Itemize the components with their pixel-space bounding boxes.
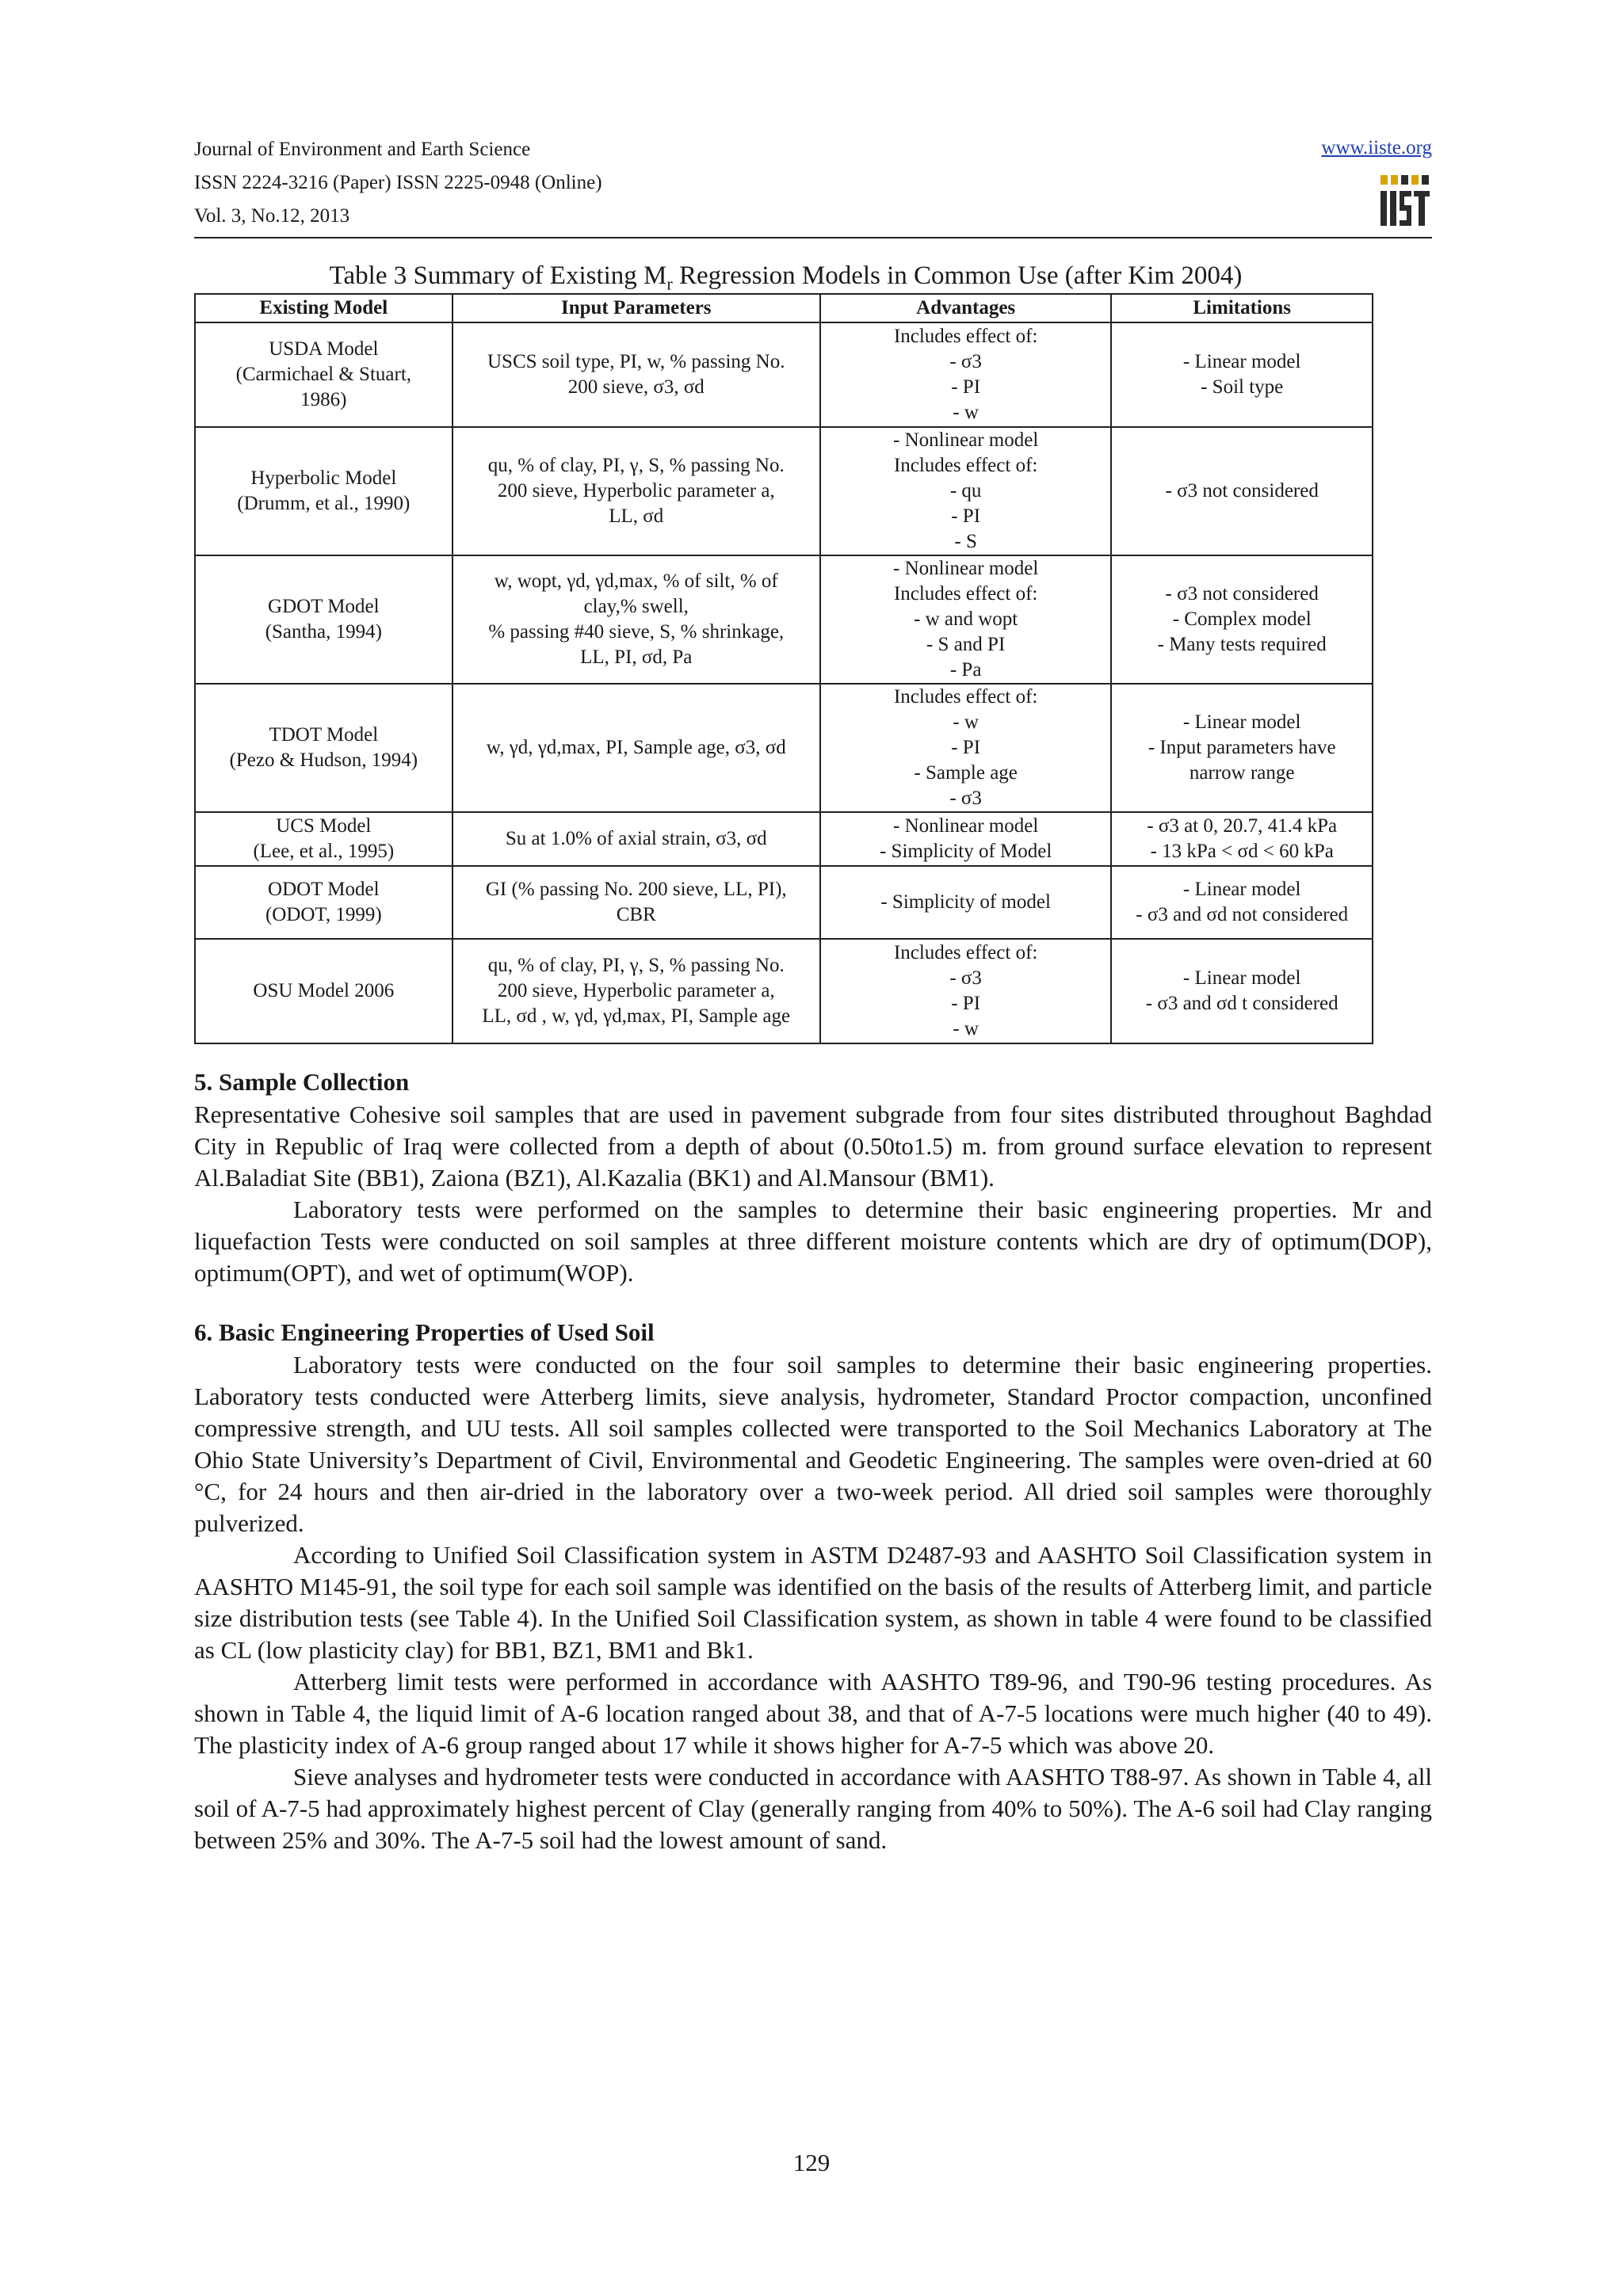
cell-line: Includes effect of: [893,686,1038,707]
table-cell-advantages [820,812,1111,866]
cell-line: - Linear model [1182,351,1301,372]
table-cell-model [195,322,453,427]
table-row [195,939,1373,1043]
table-cell-advantages [820,866,1111,939]
table-cell-inputs [453,812,820,866]
section-heading: 5. Sample Collection [194,1068,410,1096]
cell-line: LL, σd [609,505,664,527]
table-cell-model [195,427,453,555]
paragraph: Laboratory tests were conducted on the four soil samples to determine their basic engineering properties. Laboratory tests conducted were Atterberg limits, sieve analysis, hydrometer, Standard Proctor compaction, unconfined compressive strength, and UU tests. All soil samples collected were transported to the Soil Mechanics Laboratory at The Ohio State University’s Department of Civil, Environmental and Geodetic Engineering. The samples were oven-dried at 60 °C, for 24 hours and then air-dried in the laboratory over a two-week period. All dried soil samples were thoroughly pulverized. [194,1351,1432,1537]
cell-line: - σ3 [949,788,982,809]
cell-line: Includes effect of: [893,942,1038,963]
cell-line: (Pezo & Hudson, 1994) [229,749,418,771]
paragraph: Atterberg limit tests were performed in accordance with AASHTO T89-96, and T90-96 testing procedures. As shown in Table 4, the liquid limit of A-6 location ranged about 38, and that of A-7-5 locations were much higher (40 to 49). The plasticity index of A-6 group ranged about 17 while it shows higher for A-7-5 which was above 20. [194,1668,1432,1759]
cell-line: - PI [951,376,981,398]
paragraph: Sieve analyses and hydrometer tests were conducted in accordance with AASHTO T88-97. As shown in Table 4, all soil of A-7-5 had approximately highest percent of Clay (generally ranging from 40% to 50%). The A-6 soil had Clay ranging between 25% and 30%. The A-7-5 soil had the lowest amount of sand. [194,1763,1432,1854]
cell-line: - 13 kPa < σd < 60 kPa [1150,841,1334,862]
table-cell-advantages [820,684,1111,812]
journal-name: Journal of Environment and Earth Science [194,139,531,160]
cell-line: ODOT Model [268,879,380,900]
paragraph: Laboratory tests were performed on the samples to determine their basic engineering properties. Mr and liquefaction Tests were conducted on soil samples at three different moisture contents which are dry of optimum(DOP), optimum(OPT), and wet of optimum(WOP). [194,1196,1432,1287]
website-link[interactable]: www.iiste.org [1321,137,1432,158]
cell-line: - w [953,1018,979,1039]
section-5-body [194,1099,1432,1289]
table-cell-limitations [1111,555,1373,684]
table-cell-limitations [1111,322,1373,427]
table-row [195,866,1373,939]
column-header: Advantages [820,294,1111,322]
cell-line: 1986) [300,389,347,410]
cell-line: - σ3 [949,967,982,989]
table-cell-limitations [1111,684,1373,812]
cell-line: qu, % of clay, PI, γ, S, % passing No. [487,955,785,976]
table-row [195,555,1373,684]
cell-line: clay,% swell, [583,596,689,617]
cell-line: - Input parameters have [1148,737,1336,758]
cell-line: (Santha, 1994) [265,621,382,643]
cell-line: Includes effect of: [893,583,1038,605]
table-cell-inputs [453,322,820,427]
column-header: Existing Model [195,294,453,322]
cell-line: OSU Model 2006 [253,980,395,1001]
table-cell-inputs [453,684,820,812]
cell-line: GDOT Model [268,596,380,617]
page-number: 129 [792,2149,831,2176]
cell-line: - Nonlinear model [893,429,1039,451]
cell-line: - σ3 and σd t considered [1145,993,1338,1014]
cell-line: (Lee, et al., 1995) [253,841,395,862]
table-cell-model [195,939,453,1043]
cell-line: USDA Model [269,338,379,360]
cell-line: 200 sieve, Hyperbolic parameter a, [497,980,775,1001]
cell-line: - S and PI [926,634,1006,655]
cell-line: - Complex model [1172,608,1312,630]
table-header-row [195,294,1373,322]
table-cell-model [195,555,453,684]
table-cell-model [195,684,453,812]
cell-line: - Nonlinear model [893,815,1039,837]
cell-line: - PI [951,505,981,527]
table-cell-inputs [453,555,820,684]
cell-line: 200 sieve, Hyperbolic parameter a, [497,480,775,502]
cell-line: - S [954,531,977,552]
paragraph: According to Unified Soil Classification system in ASTM D2487-93 and AASHTO Soil Classification system in AASHTO M145-91, the soil type for each soil sample was identified on the basis of the results of Atterberg limit, and particle size distribution tests (see Table 4). In the Unified Soil Classification system, as shown in table 4 were found to be classified as CL (low plasticity clay) for BB1, BZ1, BM1 and Bk1. [194,1541,1432,1664]
column-header: Input Parameters [453,294,820,322]
cell-line: LL, PI, σd, Pa [580,646,693,668]
cell-line: - Sample age [914,762,1018,784]
table-cell-limitations [1111,812,1373,866]
table-cell-model [195,812,453,866]
cell-line: - σ3 not considered [1165,480,1319,502]
iiste-logo [1378,175,1432,227]
section-6-body [194,1349,1432,1856]
cell-line: - Pa [949,659,982,681]
cell-line: - w [953,711,979,733]
cell-line: 200 sieve, σ3, σd [567,376,705,398]
cell-line: CBR [616,904,656,925]
table-cell-inputs [453,427,820,555]
paragraph: Representative Cohesive soil samples that are used in pavement subgrade from four sites distributed throughout Baghdad City in Republic of Iraq were collected from a depth of about (0.50to1.5) m. from ground surface elevation to represent Al.Baladiat Site (BB1), Zaiona (BZ1), Al.Kazalia (BK1) and Al.Mansour (BM1). [194,1100,1432,1192]
cell-line: Hyperbolic Model [250,467,397,489]
cell-line: - Simplicity of Model [879,841,1052,862]
table-cell-limitations [1111,939,1373,1043]
table-cell-limitations [1111,427,1373,555]
cell-line: w, γd, γd,max, PI, Sample age, σ3, σd [486,737,786,758]
cell-line: GI (% passing No. 200 sieve, LL, PI), [485,879,787,900]
cell-line: - Nonlinear model [893,558,1039,579]
cell-line: - Simplicity of model [880,891,1051,913]
cell-line: UCS Model [276,815,372,837]
cell-line: - PI [951,993,981,1014]
column-header: Limitations [1111,294,1373,322]
section-heading: 6. Basic Engineering Properties of Used Soil [194,1318,655,1346]
cell-line: Includes effect of: [893,455,1038,476]
cell-line: Includes effect of: [893,326,1038,347]
cell-line: - σ3 not considered [1165,583,1319,605]
cell-line: USCS soil type, PI, w, % passing No. [487,351,785,372]
table-caption: Table 3 Summary of Existing $M_r$ Regression Models in Common Use (after Kim 2004) [329,261,1243,294]
table-cell-advantages [820,939,1111,1043]
journal-volume: Vol. 3, No.12, 2013 [194,205,350,227]
cell-line: w, wopt, γd, γd,max, % of silt, % of [494,570,778,592]
cell-line: TDOT Model [269,724,379,746]
cell-line: qu, % of clay, PI, γ, S, % passing No. [487,455,785,476]
cell-line: - Linear model [1182,711,1301,733]
header-rule [194,237,1432,238]
journal-issn: ISSN 2224-3216 (Paper) ISSN 2225-0948 (Online) [194,172,602,193]
table-row [195,427,1373,555]
cell-line: - σ3 at 0, 20.7, 41.4 kPa [1147,815,1338,837]
cell-line: (Drumm, et al., 1990) [237,493,411,514]
cell-line: - Linear model [1182,879,1301,900]
cell-line: Su at 1.0% of axial strain, σ3, σd [505,828,767,849]
table-cell-inputs [453,939,820,1043]
cell-line: % passing #40 sieve, S, % shrinkage, [488,621,785,643]
cell-line: - Linear model [1182,967,1301,989]
table-row [195,812,1373,866]
regression-models-table [194,293,1373,1044]
table-cell-advantages [820,427,1111,555]
table-row [195,322,1373,427]
table-cell-advantages [820,555,1111,684]
table-cell-advantages [820,322,1111,427]
cell-line: - w [953,402,979,423]
cell-line: narrow range [1189,762,1295,784]
cell-line: - σ3 and σd not considered [1136,904,1349,925]
table-cell-inputs [453,866,820,939]
table-cell-model [195,866,453,939]
cell-line: - qu [949,480,982,502]
cell-line: LL, σd , w, γd, γd,max, PI, Sample age [482,1005,791,1027]
cell-line: (ODOT, 1999) [265,904,382,925]
table-row [195,684,1373,812]
cell-line: - w and wopt [914,608,1018,630]
cell-line: - Many tests required [1157,634,1327,655]
cell-line: - σ3 [949,351,982,372]
cell-line: - Soil type [1201,376,1284,398]
cell-line: (Carmichael & Stuart, [235,364,412,385]
cell-line: - PI [951,737,981,758]
table-cell-limitations [1111,866,1373,939]
